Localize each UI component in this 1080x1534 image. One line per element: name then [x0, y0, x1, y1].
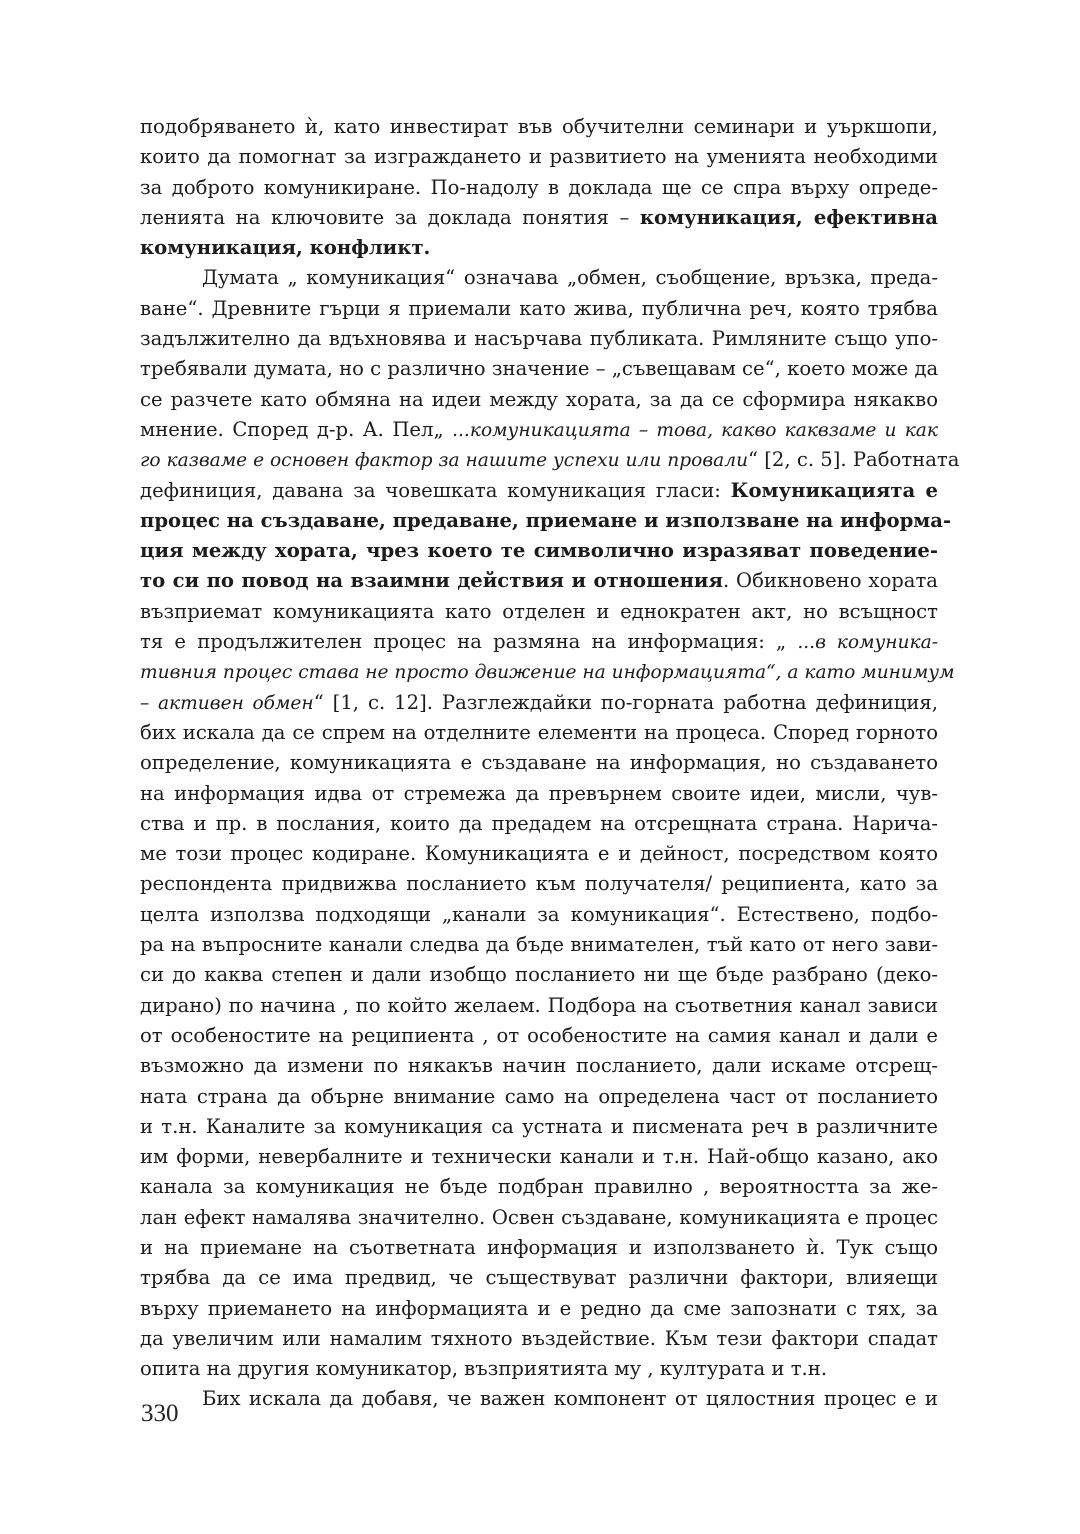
text-line: [140, 960, 938, 990]
text-segment: се разчете като обмяна на идеи между хората, за да се сформира някакво: [140, 387, 938, 411]
text-line: [140, 991, 938, 1021]
text-line: [140, 1051, 938, 1081]
text-line: [140, 203, 938, 233]
body-text: [140, 112, 960, 1415]
text-segment: си до каква степен и дали изобщо посланието ни ще бъде разбрано (деко-: [140, 963, 938, 987]
text-line: [140, 900, 938, 930]
bold-text: комуникация, конфликт.: [140, 236, 431, 260]
text-line: [140, 1294, 938, 1324]
italic-quote: го казваме е основен фактор за нашите успехи или провали: [140, 450, 749, 472]
text-segment: ра на въпросните канали следва да бъде внимателен, тъй като от него зави-: [140, 933, 938, 957]
text-line: [140, 566, 938, 596]
text-segment: респондента придвижва посланието към получателя/ реципиента, като за: [140, 872, 938, 896]
text-line: [140, 1112, 938, 1142]
text-line: [140, 1082, 938, 1112]
text-line: [140, 385, 938, 415]
text-segment: определение, комуникацията е създаване на информация, но създаването: [140, 751, 938, 775]
text-line: [140, 688, 938, 718]
text-line: [140, 1354, 938, 1384]
text-segment: Бих искала да добавя, че важен компонент от цялостния процес е и: [202, 1387, 938, 1411]
page-number: 330: [141, 1400, 179, 1427]
text-segment: от особеностите на реципиента , от особеностите на самия канал и дали е: [140, 1023, 938, 1047]
text-segment: . Обикновено хората: [722, 569, 938, 593]
bold-text: ция между хората, чрез което те символично изразяват поведение-: [140, 539, 938, 563]
text-segment: на информация идва от стремежа да превърнем своите идеи, мисли, чув-: [140, 781, 938, 805]
bold-text: процес на създаване, предаване, приемане и използване на информа-: [140, 508, 952, 532]
text-line: [140, 657, 955, 687]
text-line: [140, 142, 938, 172]
text-line: [140, 233, 938, 263]
bold-text: то си по повод на взаимни действия и отношения: [140, 569, 723, 593]
text-segment: и на приемане на съответната информация и използването ѝ. Тук също: [140, 1235, 938, 1259]
text-line: [140, 445, 960, 475]
text-line: [140, 627, 938, 657]
text-segment: да увеличим или намалим тяхното въздействие. Към тези фактори спадат: [140, 1326, 938, 1350]
text-segment: възприемат комуникацията като отделен и еднократен акт, но всъщност: [140, 599, 938, 623]
text-segment: които да помогнат за изграждането и развитието на уменията необходими: [140, 145, 938, 169]
text-line: [140, 1203, 938, 1233]
text-line: [140, 1263, 938, 1293]
text-line: [140, 1233, 938, 1263]
text-segment: Думата „ комуникация“ означава „обмен, съобщение, връзка, преда-: [202, 266, 938, 290]
text-segment: ване“. Древните гърци я приемали като жива, публична реч, която трябва: [140, 296, 938, 320]
text-segment: канала за комуникация не бъде подбран правилно , вероятността за же-: [140, 1175, 938, 1199]
text-segment: дирано) по начина , по който желаем. Подбора на съответния канал зависи: [140, 993, 938, 1017]
text-segment: опита на другия комуникатор, възприятията му , културата и т.н.: [140, 1357, 828, 1381]
text-line: [140, 354, 938, 384]
text-line: [140, 869, 938, 899]
text-segment: мнение. Според д-р. А. Пел„: [140, 417, 453, 441]
text-line: [140, 597, 938, 627]
text-segment: трябва да се има предвид, че съществуват различни фактори, влияещи: [140, 1266, 938, 1290]
text-segment: лан ефект намалява значително. Освен създаване, комуникацията е процес: [140, 1205, 938, 1229]
text-segment: им форми, невербалните и технически канали и т.н. Най-общо казано, ако: [140, 1145, 938, 1169]
text-segment: ме този процес кодиране. Комуникацията е и дейност, посредством която: [140, 842, 938, 866]
text-segment: бих искала да се спрем на отделните елементи на процеса. Според горното: [140, 720, 938, 744]
text-line: [140, 839, 938, 869]
text-line: [140, 324, 938, 354]
text-segment: подобряването ѝ, като инвестират във обучителни семинари и уъркшопи,: [140, 115, 938, 138]
text-segment: “ [2, с. 5]. Работната: [748, 448, 960, 472]
text-line: [140, 930, 938, 960]
text-segment: възможно да измени по някакъв начин посланието, дали искаме отсрещ-: [140, 1054, 938, 1078]
text-line: [140, 809, 938, 839]
text-line: [140, 1021, 938, 1051]
text-line: [140, 294, 938, 324]
italic-quote: ...комуникацията – това, какво каквзаме и как: [452, 419, 938, 441]
text-segment: ства и пр. в послания, които да предадем на отсрещната страна. Нарича-: [140, 811, 938, 835]
text-segment: “ [1, с. 12]. Разглеждайки по-горната работна дефиниция,: [313, 690, 938, 714]
text-line: [140, 748, 938, 778]
text-segment: дефиниция, давана за човешката комуникация гласи:: [140, 478, 731, 502]
text-segment: върху приемането на информацията и е редно да сме запознати с тях, за: [140, 1296, 938, 1320]
text-line: [140, 263, 938, 293]
text-line: [140, 779, 938, 809]
text-line: [140, 173, 938, 203]
text-line: [140, 476, 938, 506]
italic-quote: ...в комуника-: [797, 632, 938, 654]
text-line: [140, 415, 938, 445]
text-segment: ната страна да обърне внимание само на определена част от посланието: [140, 1084, 938, 1108]
text-line: [140, 1324, 938, 1354]
text-line: [140, 506, 952, 536]
text-segment: ленията на ключовите за доклада понятия –: [140, 205, 640, 229]
text-line: [140, 112, 938, 142]
text-line: [140, 1172, 938, 1202]
italic-quote: тивния процес става не просто движение на информацията“, а като минимум: [140, 662, 955, 684]
text-line: [140, 718, 938, 748]
text-segment: и т.н. Каналите за комуникация са устната и писмената реч в различните: [140, 1114, 938, 1138]
text-line: [140, 1142, 938, 1172]
bold-text: комуникация, ефективна: [639, 205, 938, 229]
text-segment: задължително да вдъхновява и насърчава публиката. Римляните също упо-: [140, 327, 938, 351]
text-segment: требявали думата, но с различно значение – „съвещавам се“, което може да: [140, 357, 939, 381]
italic-quote: – активен обмен: [140, 692, 314, 714]
text-line: [140, 536, 938, 566]
bold-text: Комуникацията е: [730, 478, 938, 502]
text-segment: целта използва подходящи „канали за комуникация“. Естествено, подбо-: [140, 902, 938, 926]
text-segment: за доброто комуникиране. По-надолу в доклада ще се спра върху опреде-: [140, 175, 938, 199]
text-segment: тя е продължителен процес на размяна на информация: „: [140, 630, 798, 654]
text-line: [140, 1384, 938, 1414]
